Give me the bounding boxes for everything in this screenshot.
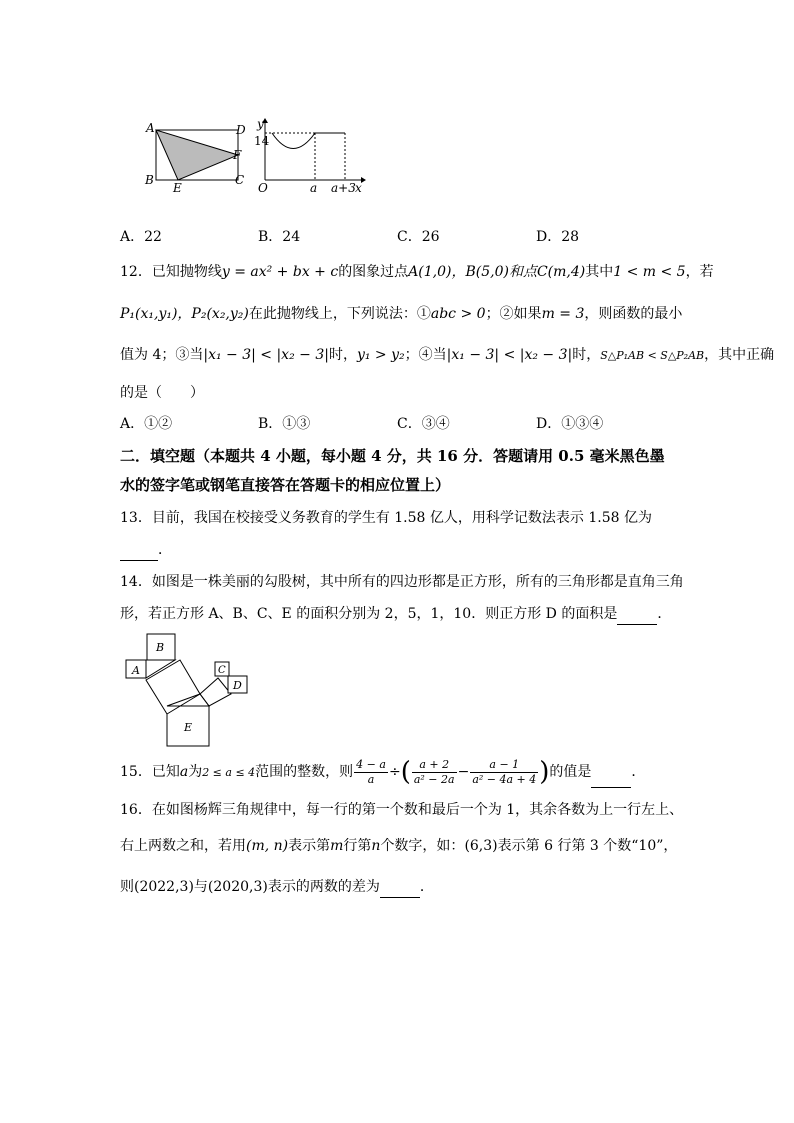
- q13-line1: 13．目前，我国在校接受义务教育的学生有 1.58 亿人，用科学记数法表示 1.58 亿为: [120, 510, 652, 526]
- curve: [272, 133, 315, 149]
- q13-answer-blank[interactable]: [120, 540, 158, 561]
- q11-option-b: B．24: [258, 229, 301, 245]
- q12-line3: 值为 4；③当|x₁ − 3| < |x₂ − 3|时，y₁ > y₂；④当|x₁ − 3| < |x₂ − 3|时，S△P₁AB < S△P₂AB，其中正确: [120, 347, 775, 363]
- q13-line2: ．: [120, 540, 172, 561]
- label-f: F: [233, 148, 242, 162]
- q12-option-c: C．③④: [397, 416, 450, 432]
- q14-answer-blank[interactable]: [617, 604, 657, 625]
- label-square-c: C: [218, 665, 226, 676]
- q11-option-a: A．22: [120, 229, 162, 245]
- label-square-d: D: [233, 679, 242, 692]
- label-d: D: [236, 123, 246, 137]
- q15-answer-blank[interactable]: [591, 757, 631, 788]
- label-x: x: [355, 181, 362, 195]
- label-c: C: [235, 173, 245, 187]
- label-square-a: A: [132, 664, 140, 677]
- q11-option-d: D．28: [536, 229, 580, 245]
- q12-option-b: B．①③: [258, 416, 311, 432]
- q12-option-a: A．①②: [120, 416, 173, 432]
- label-origin: O: [258, 181, 268, 195]
- q12-line4: 的是（ ）: [120, 385, 204, 401]
- q14-line2: 形，若正方形 A、B、C、E 的面积分别为 2，5，1，10．则正方形 D 的面积是 ．: [120, 604, 671, 625]
- q12-line2: P₁(x₁,y₁)，P₂(x₂,y₂)在此抛物线上，下列说法：①abc > 0；②如果m = 3，则函数的最小: [120, 306, 683, 322]
- pythagoras-tree-figure: [122, 630, 252, 748]
- label-e: E: [173, 181, 182, 193]
- section2-heading-line1: 二．填空题（本题共 4 小题，每小题 4 分，共 16 分．答题请用 0.5 毫米黑色墨: [120, 447, 665, 465]
- q16-line2: 右上两数之和，若用(m, n)表示第m行第n个数字，如：(6,3)表示第 6 行第 3 个数“10”，: [120, 838, 678, 854]
- q15-line: 15．已知a为2 ≤ a ≤ 4范围的整数，则 $\frac{4 - a}{a}$ ÷( $\frac{a + 2}{\text{a² − 2a}}$ − $\frac{a - 1}{\text{a² − 4a + 4}}$ )的值是 ．: [120, 757, 646, 787]
- q16-line1: 16．在如图杨辉三角规律中，每一行的第一个数和最后一个为 1，其余各数为上一行左上、: [120, 802, 684, 818]
- label-a-tick: a: [310, 181, 318, 195]
- label-square-e: E: [184, 721, 193, 734]
- function-graph: [253, 114, 368, 196]
- triangle-aef: [156, 130, 238, 180]
- label-14: 14: [254, 134, 270, 148]
- label-y: y: [257, 117, 264, 131]
- label-a: A: [146, 121, 155, 135]
- q16-line3: 则(2022,3)与(2020,3)表示的两数的差为 ．: [120, 877, 434, 898]
- section2-heading-line2: 水的签字笔或钢笔直接答在答题卡的相应位置上）: [120, 476, 451, 494]
- label-a3-tick: a+3: [331, 181, 356, 195]
- rectangle-figure: [140, 118, 255, 193]
- label-square-b: B: [156, 641, 165, 654]
- q12-option-d: D．①③④: [536, 416, 604, 432]
- square-right: [200, 678, 231, 706]
- q11-option-c: C．26: [397, 229, 440, 245]
- q12-line1: 12．已知抛物线y = ax² + bx + c的图象过点A(1,0)，B(5,0)和点C(m,4)其中1 < m < 5，若: [120, 264, 714, 280]
- q14-line1: 14．如图是一株美丽的勾股树，其中所有的四边形都是正方形，所有的三角形都是直角三角: [120, 574, 684, 590]
- label-b: B: [145, 173, 154, 187]
- q16-answer-blank[interactable]: [380, 877, 420, 898]
